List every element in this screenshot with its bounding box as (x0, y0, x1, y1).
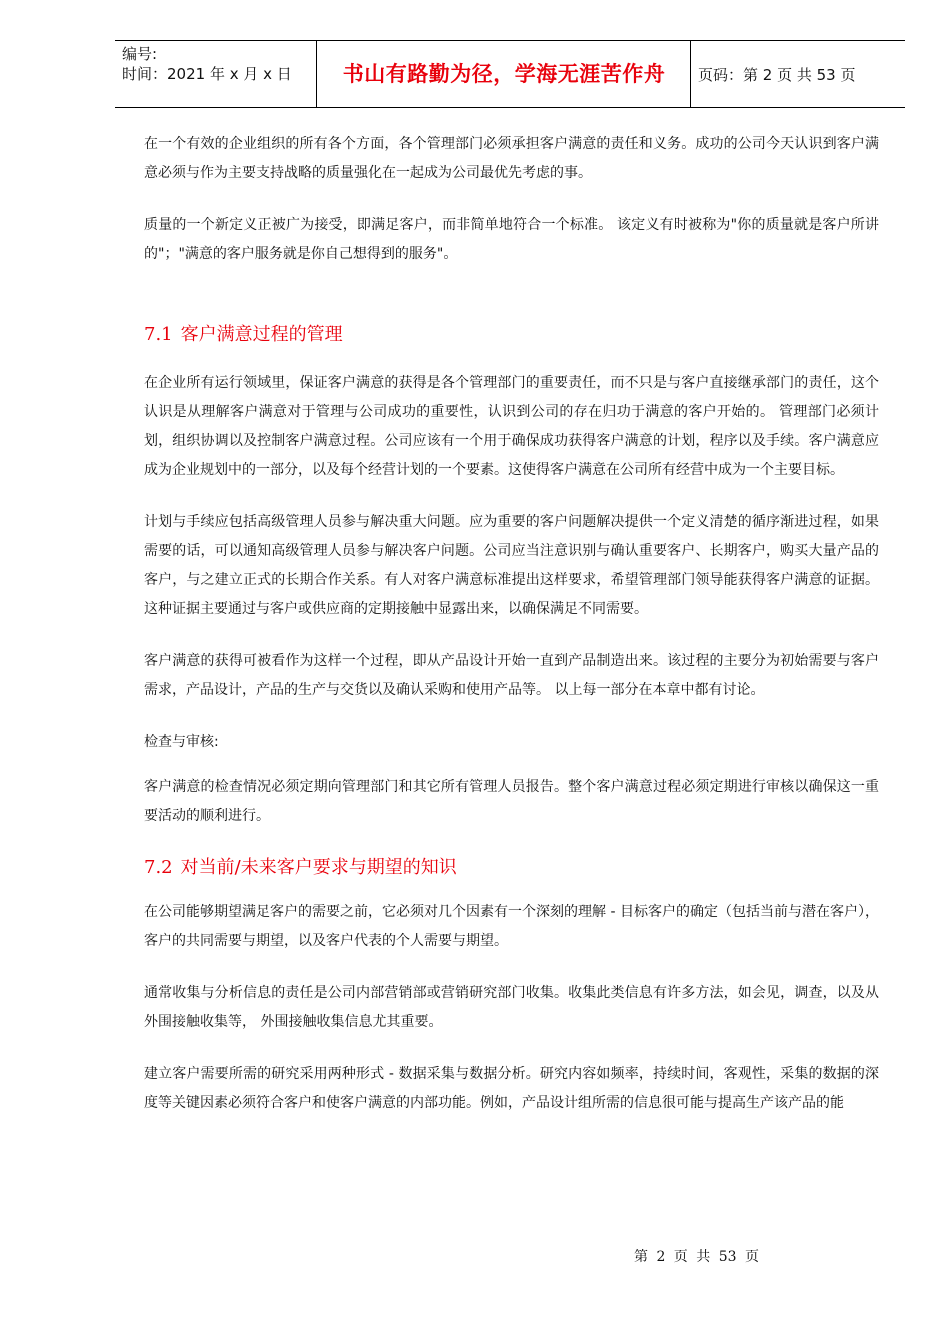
section-2-paragraph-2: 通常收集与分析信息的责任是公司内部营销部或营销研究部门收集。收集此类信息有许多方法，如会见，调查，以及从外围接触收集等， 外围接触收集信息尤其重要。 (144, 985, 879, 1030)
section-title: 客户满意过程的管理 (180, 324, 343, 345)
section-1-paragraph-3: 客户满意的获得可被看作为这样一个过程，即从产品设计开始一直到产品制造出来。该过程的主要分为初始需要与客户需求，产品设计，产品的生产与交货以及确认采购和使用产品等。 以上每一部分在本章中都有讨论。 (144, 653, 879, 698)
header-motto: 书山有路勤为径，学海无涯苦作舟 (342, 62, 666, 86)
subheading-inspection: 检查与审核: (144, 734, 219, 750)
section-1-paragraph-2: 计划与手续应包括高级管理人员参与解决重大问题。应为重要的客户问题解决提供一个定义清楚的循序渐进过程，如果需要的话，可以通知高级管理人员参与解决客户问题。公司应当注意识别与确认重要客户、长期客户，购买大量产品的客户，与之建立正式的长期合作关系。有人对客户满意标准提出这样要求，希望管理部门领导能获得客户满意的证据。这种证据主要通过与客户或供应商的定期接触中显露出来，以确保满足不同需要。 (144, 514, 879, 617)
section-2-paragraph-3: 建立客户需要所需的研究采用两种形式 - 数据采集与数据分析。研究内容如频率，持续时间，客观性，采集的数据的深度等关键因素必须符合客户和使客户满意的内部功能。例如，产品设计组所需的信息很可能与提高生产该产品的能 (144, 1066, 879, 1111)
header-meta (122, 44, 292, 84)
intro-paragraph-2: 质量的一个新定义正被广为接受，即满足客户，而非简单地符合一个标准。 该定义有时被称为"你的质量就是客户所讲的"；"满意的客户服务就是你自己想得到的服务"。 (144, 217, 879, 262)
intro-paragraph-1: 在一个有效的企业组织的所有各个方面，各个管理部门必须承担客户满意的责任和义务。成功的公司今天认识到客户满意必须与作为主要支持战略的质量强化在一起成为公司最优先考虑的事。 (144, 136, 879, 181)
section-1-paragraph-4: 客户满意的检查情况必须定期向管理部门和其它所有管理人员报告。整个客户满意过程必须定期进行审核以确保这一重要活动的顺利进行。 (144, 779, 879, 824)
serial-label: 编号: (122, 45, 158, 63)
header-bottom-rule (115, 107, 905, 108)
section-2-paragraph-1: 在公司能够期望满足客户的需要之前，它必须对几个因素有一个深刻的理解 - 目标客户的确定（包括当前与潜在客户），客户的共同需要与期望，以及客户代表的个人需要与期望。 (144, 904, 879, 949)
header-divider-left (316, 40, 317, 108)
header-top-rule (115, 40, 905, 41)
document-body (144, 130, 879, 1141)
section-1-paragraph-1: 在企业所有运行领域里，保证客户满意的获得是各个管理部门的重要责任，而不只是与客户直接继承部门的责任，这个认识是从理解客户满意对于管理与公司成功的重要性，认识到公司的存在归功于满意的客户开始的。 管理部门必须计划，组织协调以及控制客户满意过程。公司应该有一个用于确保成功获得客户满意的计划，程序以及手续。客户满意应成为企业规划中的一部分，以及每个经营计划的一个要素。这使得客户满意在公司所有经营中成为一个主要目标。 (144, 375, 879, 478)
section-heading-7-2 (144, 854, 879, 882)
section-title: 对当前/未来客户要求与期望的知识 (180, 857, 457, 878)
header-page-info: 页码：第 2 页 共 53 页 (698, 66, 856, 84)
page-footer: 第 2 页 共 53 页 (634, 1249, 759, 1265)
time-label: 时间：2021 年 x 月 x 日 (122, 65, 292, 83)
section-number: 7.1 (144, 324, 173, 345)
section-heading-7-1 (144, 321, 879, 349)
section-number: 7.2 (144, 857, 173, 878)
header-divider-right (690, 40, 691, 108)
